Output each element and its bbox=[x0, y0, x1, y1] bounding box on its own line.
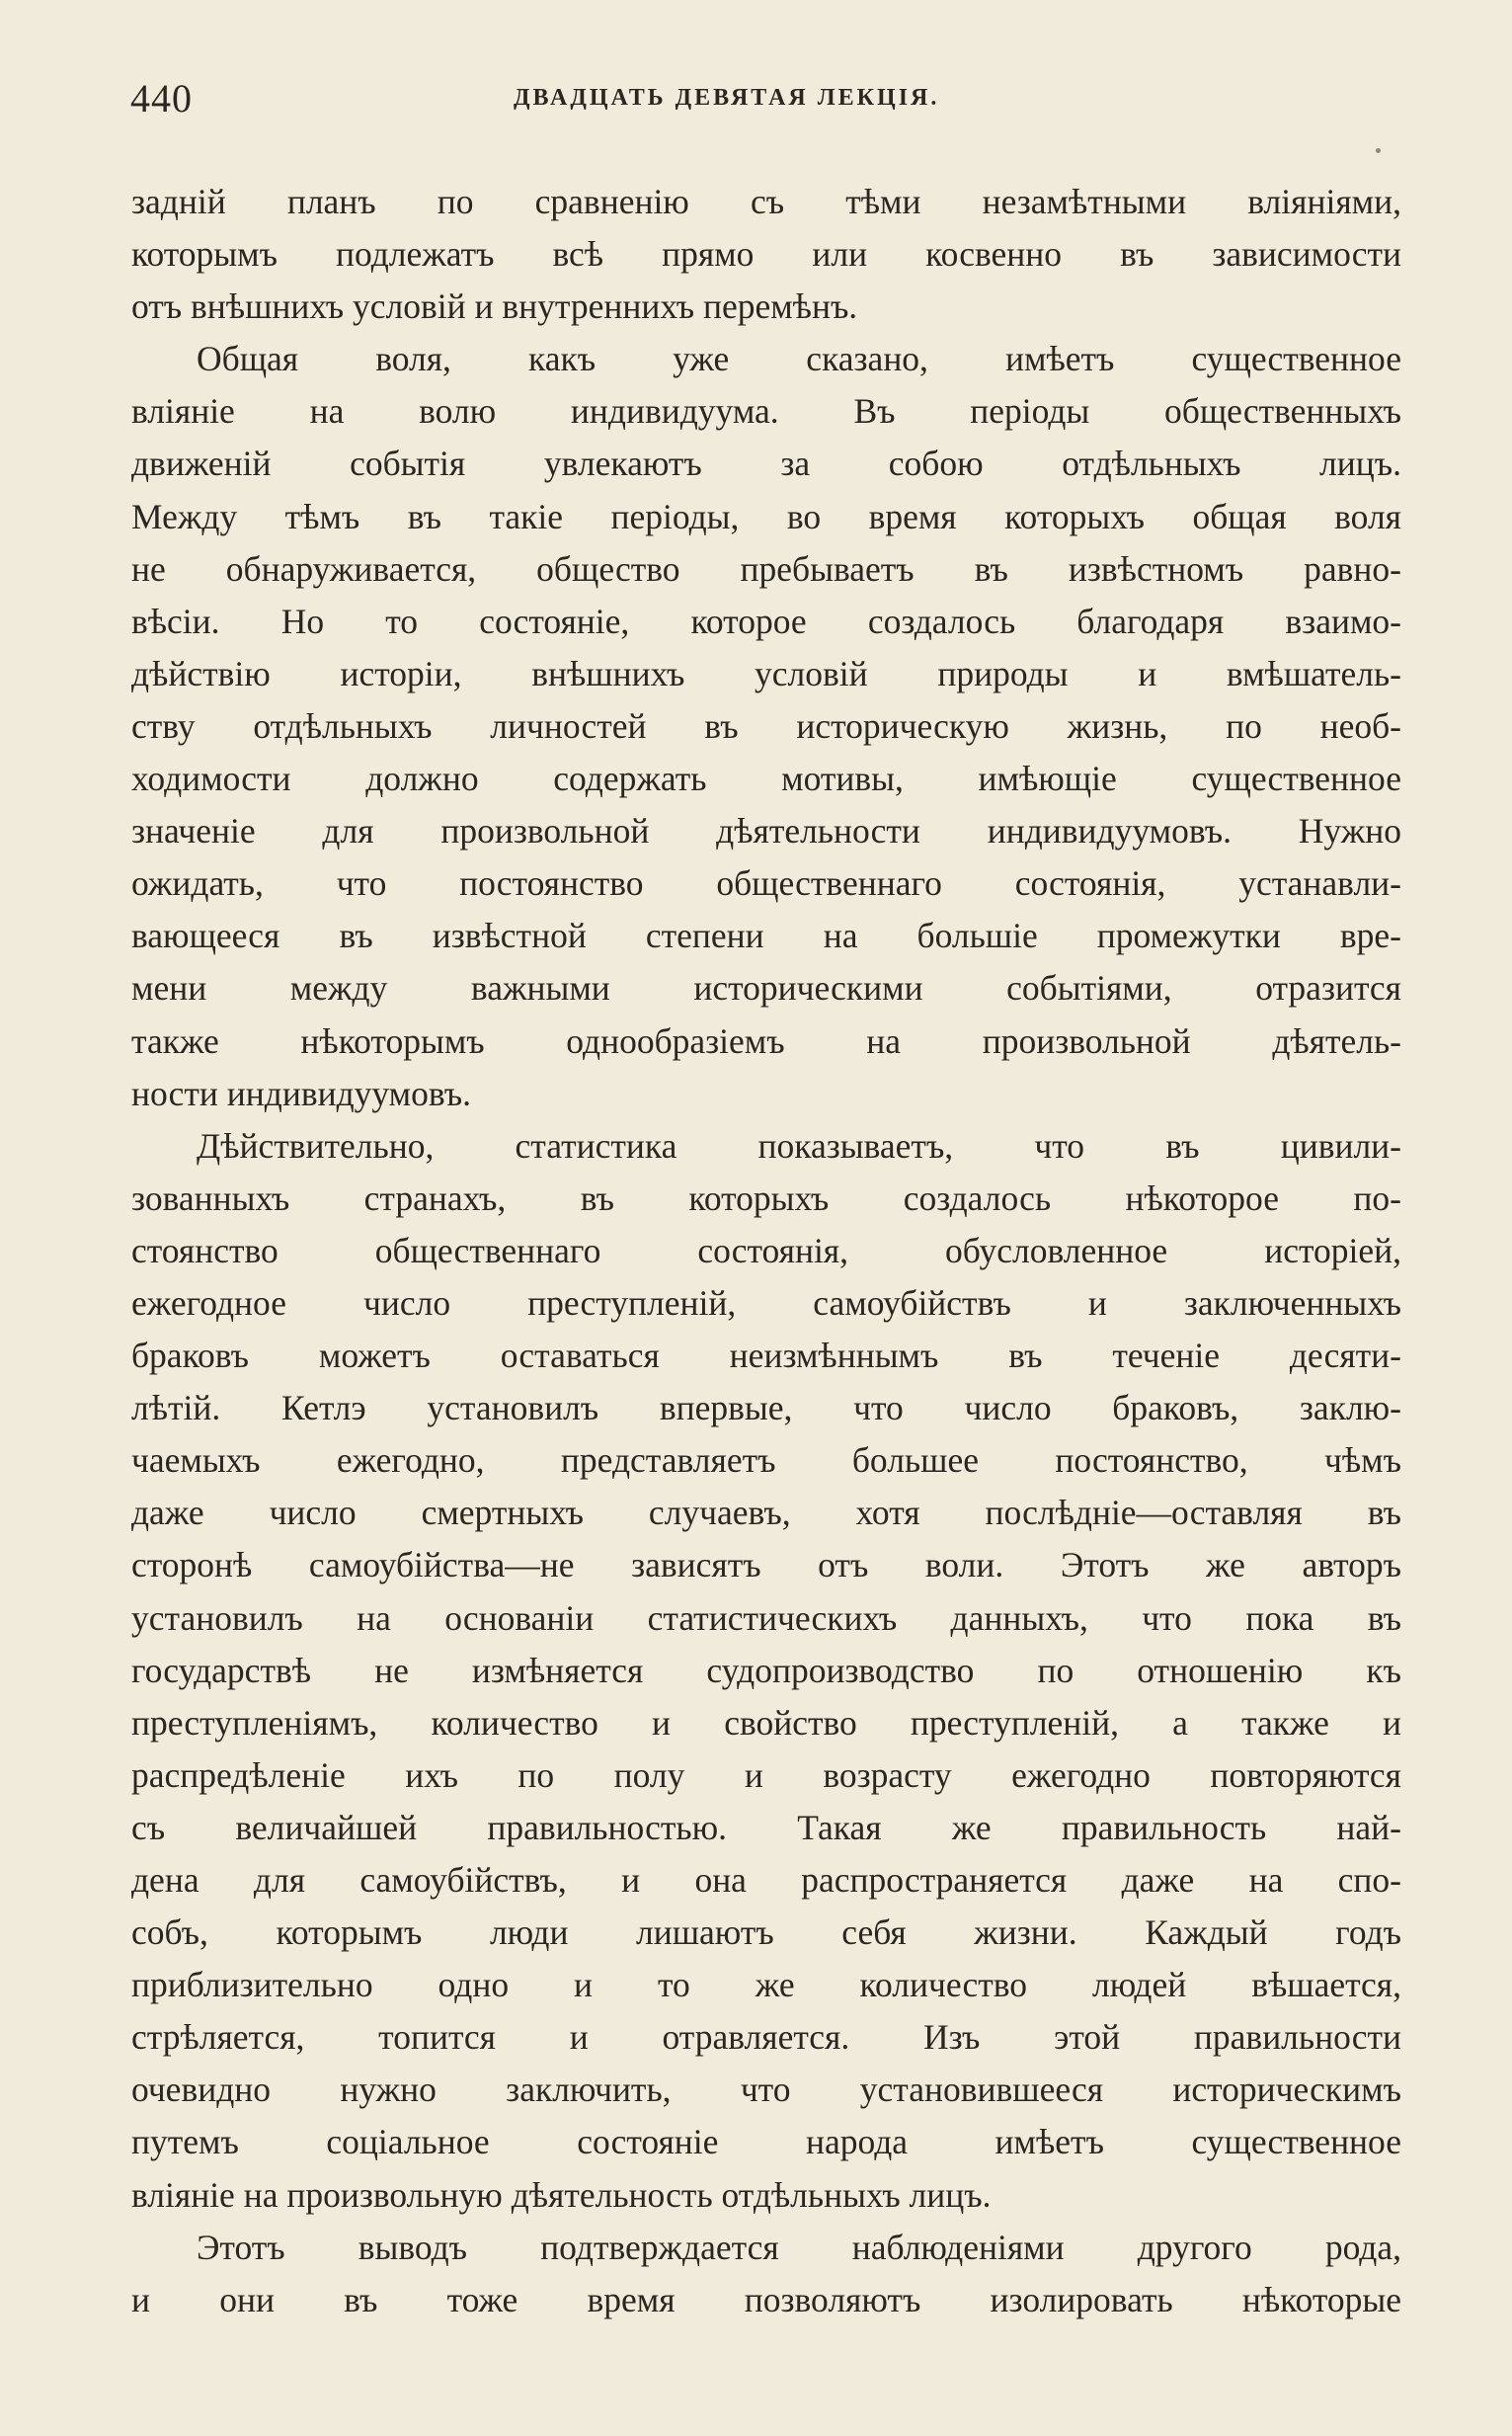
text-line: отъ внѣшнихъ условiй и внутреннихъ перемѣнъ. bbox=[131, 286, 858, 327]
text-line: собъ, которымъ люди лишаютъ себя жизни. Каждый годъ bbox=[131, 1912, 1401, 1953]
text-line: дена для самоубiйствъ, и она распространяется даже на спо- bbox=[131, 1860, 1401, 1900]
text-line: лѣтiй. Кетлэ установилъ впервые, что число браковъ, заклю- bbox=[131, 1388, 1401, 1428]
text-line: путемъ соцiальное состоянiе народа имѣетъ существенное bbox=[131, 2122, 1401, 2162]
text-line: распредѣленiе ихъ по полу и возрасту ежегодно повторяются bbox=[131, 1754, 1401, 1795]
text-line: влiянiе на волю индивидуума. Въ перiоды общественныхъ bbox=[131, 391, 1401, 432]
text-line: съ величайшей правильностью. Такая же правильность най- bbox=[131, 1807, 1401, 1847]
text-line: вающееся въ извѣстной степени на большiе промежутки вре- bbox=[131, 916, 1401, 956]
text-line: значенiе для произвольной дѣятельности индивидуумовъ. Нужно bbox=[131, 811, 1401, 852]
paragraph-first-line: Общая воля, какъ уже сказано, имѣетъ существенное bbox=[197, 339, 1401, 379]
text-line: ожидать, что постоянство общественнаго состоянiя, устанавли- bbox=[131, 863, 1401, 904]
text-line: очевидно нужно заключить, что установившееся историческимъ bbox=[131, 2070, 1401, 2110]
text-line: даже число смертныхъ случаевъ, хотя послѣднiе—оставляя въ bbox=[131, 1493, 1401, 1533]
text-line: заднiй планъ по сравненiю съ тѣми незамѣтными влiянiями, bbox=[131, 182, 1401, 221]
text-line: которымъ подлежатъ всѣ прямо или косвенно въ зависимости bbox=[131, 234, 1401, 275]
text-line: и они въ тоже время позволяютъ изолировать нѣкоторые bbox=[131, 2279, 1401, 2319]
text-line: государствѣ не измѣняется судопроизводство по отношенiю къ bbox=[131, 1650, 1401, 1690]
text-line: мени между важными историческими событiями, отразится bbox=[131, 968, 1401, 1009]
text-line: чаемыхъ ежегодно, представляетъ большее постоянство, чѣмъ bbox=[131, 1440, 1401, 1481]
page-header bbox=[128, 75, 1407, 124]
text-line: дѣйствiю исторiи, внѣшнихъ условiй природы и вмѣшатель- bbox=[131, 653, 1401, 693]
body-text bbox=[131, 176, 1401, 2326]
text-line: зованныхъ странахъ, въ которыхъ создалось нѣкоторое по- bbox=[131, 1177, 1401, 1218]
text-line: ству отдѣльныхъ личностей въ историческую жизнь, по необ- bbox=[131, 705, 1401, 746]
text-line: вѣсiи. Но то состоянiе, которое создалось благодаря взаимо- bbox=[131, 601, 1401, 641]
text-line: стрѣляется, топится и отравляется. Изъ этой правильности bbox=[131, 2017, 1401, 2058]
paragraph-first-line: Дѣйствительно, статистика показываетъ, что въ цивили- bbox=[197, 1125, 1401, 1166]
text-line: не обнаруживается, общество пребываетъ въ извѣстномъ равно- bbox=[131, 548, 1401, 589]
text-line: установилъ на основанiи статистическихъ данныхъ, что пока въ bbox=[131, 1597, 1401, 1638]
page-number: 440 bbox=[130, 76, 193, 121]
text-line: преступленiямъ, количество и свойство преступленiй, а также и bbox=[131, 1702, 1401, 1743]
text-line: стоянство общественнаго состоянiя, обусловленное исторiей, bbox=[131, 1230, 1401, 1270]
text-line: также нѣкоторымъ однообразiемъ на произвольной дѣятель- bbox=[131, 1020, 1401, 1061]
text-line: влiянiе на произвольную дѣятельность отдѣльныхъ лицъ. bbox=[131, 2174, 992, 2215]
text-line: движенiй событiя увлекаютъ за собою отдѣльныхъ лицъ. bbox=[131, 444, 1401, 484]
running-title: ДВАДЦАТЬ ДЕВЯТАЯ ЛЕКЦІЯ. bbox=[514, 85, 940, 111]
text-line: ходимости должно содержать мотивы, имѣющiе существенное bbox=[131, 759, 1401, 799]
paragraph-first-line: Этотъ выводъ подтверждается наблюденiями другого рода, bbox=[197, 2227, 1401, 2267]
text-line: ности индивидуумовъ. bbox=[131, 1073, 472, 1113]
ink-speck bbox=[1376, 148, 1381, 153]
text-line: ежегодное число преступленiй, самоубiйствъ и заключенныхъ bbox=[131, 1282, 1401, 1323]
text-line: сторонѣ самоубiйства—не зависятъ отъ воли. Этотъ же авторъ bbox=[131, 1545, 1401, 1585]
text-line: браковъ можетъ оставаться неизмѣннымъ въ теченiе десяти- bbox=[131, 1336, 1401, 1376]
text-line: Между тѣмъ въ такiе перiоды, во время которыхъ общая воля bbox=[131, 496, 1401, 536]
text-line: приблизительно одно и то же количество людей вѣшается, bbox=[131, 1965, 1401, 2005]
